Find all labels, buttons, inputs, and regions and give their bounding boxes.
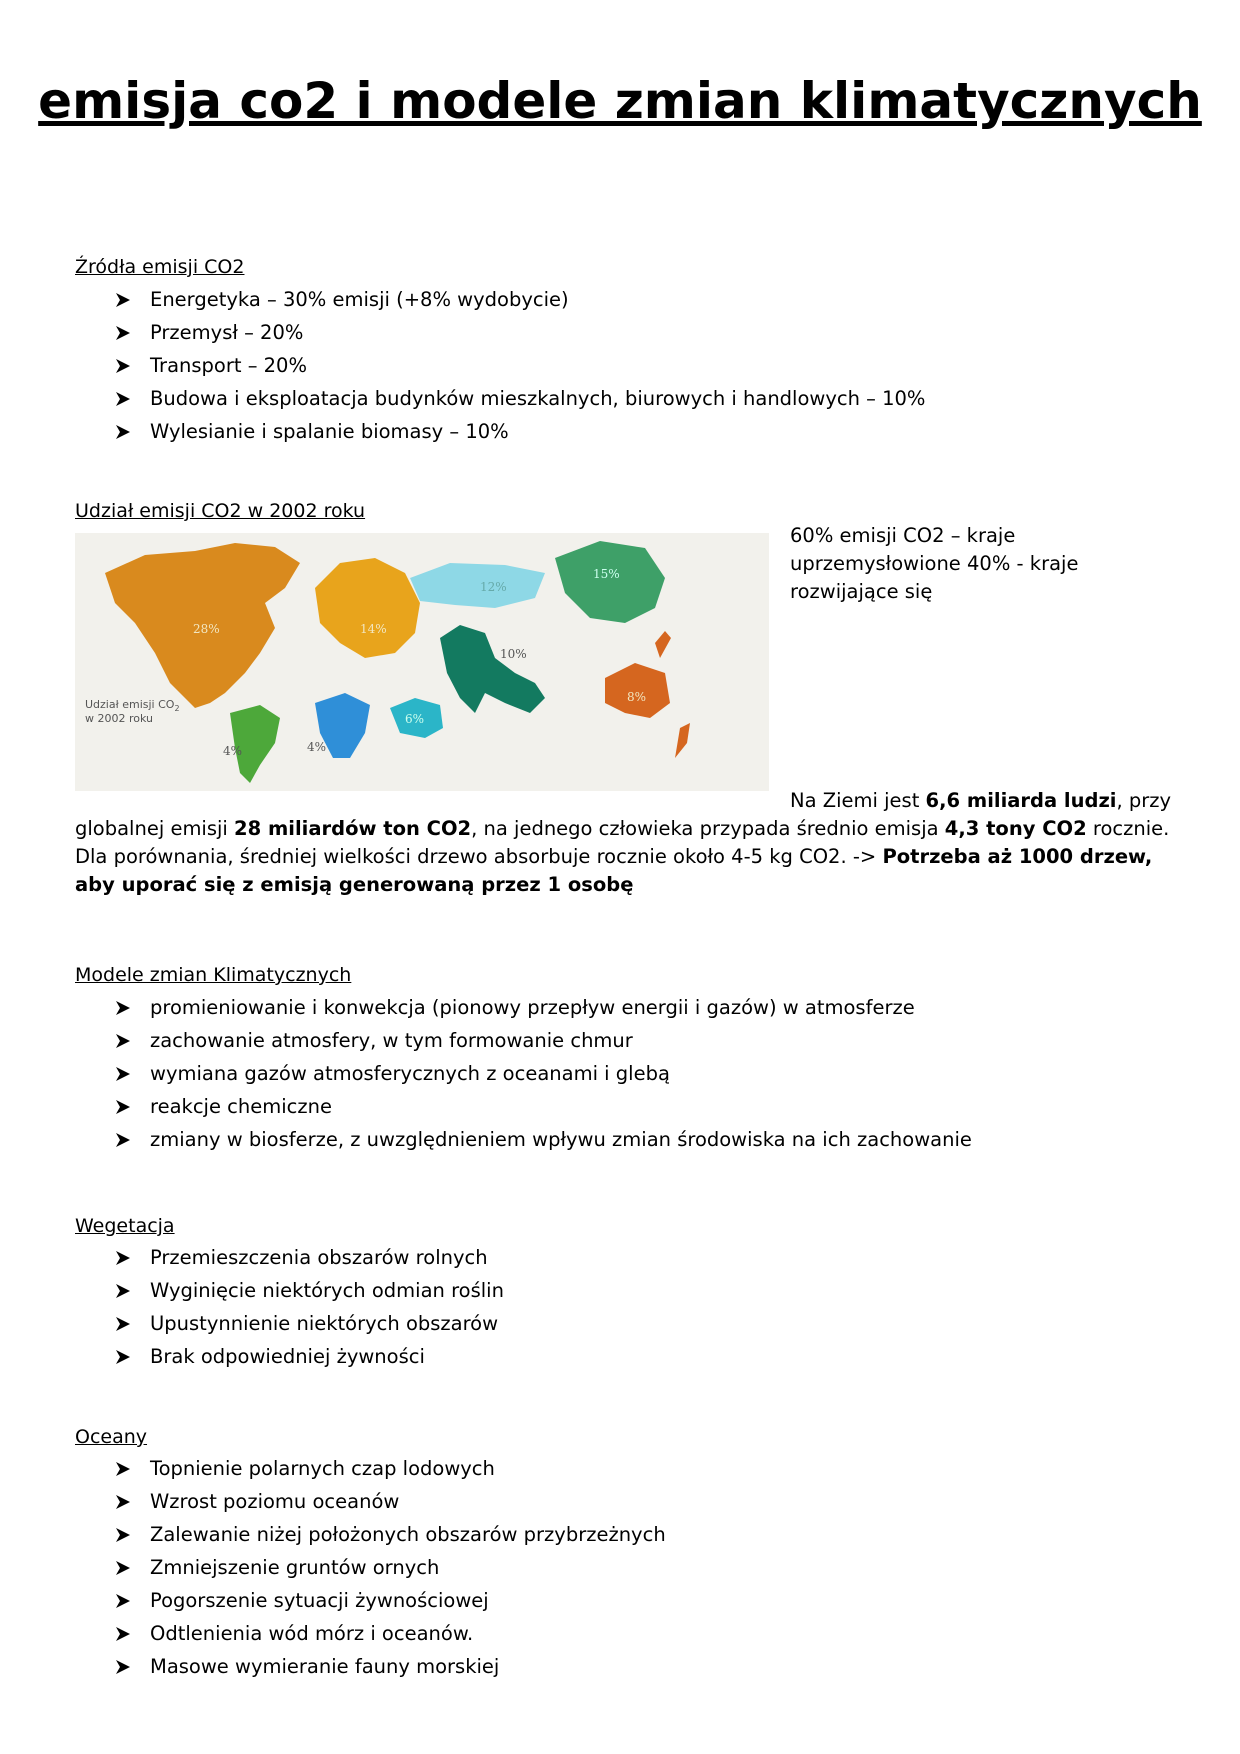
list-item-text: promieniowanie i konwekcja (pionowy przepływ energii i gazów) w atmosferze xyxy=(150,996,915,1019)
models-list xyxy=(75,994,972,1159)
arrow-bullet-icon xyxy=(113,1314,133,1334)
pct-south-asia: 10% xyxy=(500,647,527,661)
para-bold-2: 28 miliardów ton CO2 xyxy=(234,817,472,840)
list-item-text: Wyginięcie niektórych odmian roślin xyxy=(150,1279,504,1302)
list-item xyxy=(75,1277,504,1310)
list-item-text: Transport – 20% xyxy=(150,354,307,377)
arrow-bullet-icon xyxy=(113,1064,133,1084)
arrow-bullet-icon xyxy=(113,998,133,1018)
list-item-text: Wzrost poziomu oceanów xyxy=(150,1490,400,1513)
arrow-bullet-icon xyxy=(113,1525,133,1545)
arrow-bullet-icon xyxy=(113,356,133,376)
arrow-bullet-icon xyxy=(113,1347,133,1367)
list-item xyxy=(75,286,925,319)
list-item xyxy=(75,319,925,352)
arrow-bullet-icon xyxy=(113,1492,133,1512)
list-item xyxy=(75,1455,666,1488)
list-item xyxy=(75,1554,666,1587)
pct-europe: 14% xyxy=(360,622,387,636)
list-item-text: Zmniejszenie gruntów ornych xyxy=(150,1556,440,1579)
arrow-bullet-icon xyxy=(113,1130,133,1150)
pct-north-america: 28% xyxy=(193,622,220,636)
para-bold-3: 4,3 tony CO2 xyxy=(944,817,1087,840)
list-item-text: Zalewanie niżej położonych obszarów przybrzeżnych xyxy=(150,1523,666,1546)
map-caption-line2: w 2002 roku xyxy=(85,712,153,725)
list-item xyxy=(75,418,925,451)
list-item-text: reakcje chemiczne xyxy=(150,1095,332,1118)
list-item-text: Przemysł – 20% xyxy=(150,321,304,344)
list-item-text: wymiana gazów atmosferycznych z oceanami i glebą xyxy=(150,1062,670,1085)
arrow-bullet-icon xyxy=(113,422,133,442)
para-text-3: , na jednego człowieka przypada średnio emisja xyxy=(471,817,945,840)
arrow-bullet-icon xyxy=(113,1558,133,1578)
oceans-list xyxy=(75,1455,666,1686)
list-item xyxy=(75,1521,666,1554)
pct-middle-east: 6% xyxy=(405,712,425,726)
para-bold-4: Potrzeba aż 1000 drzew, aby uporać się z emisją generowaną przez 1 osobę xyxy=(75,845,1153,896)
section-heading-share: Udział emisji CO2 w 2002 roku xyxy=(75,500,366,522)
arrow-bullet-icon xyxy=(113,1459,133,1479)
list-item xyxy=(75,1310,504,1343)
arrow-bullet-icon xyxy=(113,290,133,310)
list-item-text: Przemieszczenia obszarów rolnych xyxy=(150,1246,488,1269)
para-bold-1: 6,6 miliarda ludzi xyxy=(925,789,1117,812)
list-item xyxy=(75,1620,666,1653)
pct-russia: 12% xyxy=(480,580,507,594)
section-heading-sources: Źródła emisji CO2 xyxy=(75,256,245,278)
vegetation-list xyxy=(75,1244,504,1376)
para-text-1: Na Ziemi jest xyxy=(790,789,926,812)
list-item-text: Energetyka – 30% emisji (+8% wydobycie) xyxy=(150,288,569,311)
list-item-text: Masowe wymieranie fauny morskiej xyxy=(150,1655,500,1678)
list-item-text: zmiany w biosferze, z uwzględnieniem wpływu zmian środowiska na ich zachowanie xyxy=(150,1128,972,1151)
list-item-text: Upustynnienie niektórych obszarów xyxy=(150,1312,499,1335)
list-item xyxy=(75,994,972,1027)
page-title: emisja co2 i modele zmian klimatycznych xyxy=(38,72,1202,130)
pct-south-america: 4% xyxy=(223,744,243,758)
list-item xyxy=(75,1587,666,1620)
para-text-2: , przy globalnej emisji xyxy=(75,789,1172,840)
list-item-text: Topnienie polarnych czap lodowych xyxy=(150,1457,495,1480)
list-item-text: Brak odpowiedniej żywności xyxy=(150,1345,425,1368)
list-item-text: zachowanie atmosfery, w tym formowanie chmur xyxy=(150,1029,633,1052)
population-emission-paragraph xyxy=(75,787,1175,899)
section-heading-vegetation: Wegetacja xyxy=(75,1215,175,1237)
pct-africa: 4% xyxy=(307,740,327,754)
co2-world-map xyxy=(75,533,769,791)
arrow-bullet-icon xyxy=(113,323,133,343)
arrow-bullet-icon xyxy=(113,1097,133,1117)
list-item xyxy=(75,1343,504,1376)
share-side-note: 60% emisji CO2 – kraje uprzemysłowione 40% - kraje rozwijające się xyxy=(790,524,1079,603)
list-item xyxy=(75,1653,666,1686)
pct-china: 15% xyxy=(593,567,620,581)
map-caption-line1: Udział emisji $CO_2$ xyxy=(85,698,180,713)
list-item-text: Odtlenienia wód mórz i oceanów. xyxy=(150,1622,474,1645)
list-item xyxy=(75,1488,666,1521)
list-item-text: Wylesianie i spalanie biomasy – 10% xyxy=(150,420,509,443)
list-item xyxy=(75,385,925,418)
list-item-text: Budowa i eksploatacja budynków mieszkalnych, biurowych i handlowych – 10% xyxy=(150,387,926,410)
list-item xyxy=(75,1060,972,1093)
list-item xyxy=(75,352,925,385)
sources-list xyxy=(75,286,925,451)
list-item xyxy=(75,1093,972,1126)
arrow-bullet-icon xyxy=(113,1248,133,1268)
arrow-bullet-icon xyxy=(113,1624,133,1644)
list-item xyxy=(75,1027,972,1060)
section-heading-oceans: Oceany xyxy=(75,1426,148,1448)
arrow-bullet-icon xyxy=(113,1031,133,1051)
arrow-bullet-icon xyxy=(113,1657,133,1677)
arrow-bullet-icon xyxy=(113,1281,133,1301)
list-item-text: Pogorszenie sytuacji żywnościowej xyxy=(150,1589,489,1612)
arrow-bullet-icon xyxy=(113,389,133,409)
list-item xyxy=(75,1244,504,1277)
para-text-4: rocznie. Dla porównania, średniej wielkości drzewo absorbuje rocznie około 4-5 kg CO2. -> xyxy=(75,817,1170,868)
list-item xyxy=(75,1126,972,1159)
section-heading-models: Modele zmian Klimatycznych xyxy=(75,964,352,986)
arrow-bullet-icon xyxy=(113,1591,133,1611)
pct-australia: 8% xyxy=(627,690,647,704)
